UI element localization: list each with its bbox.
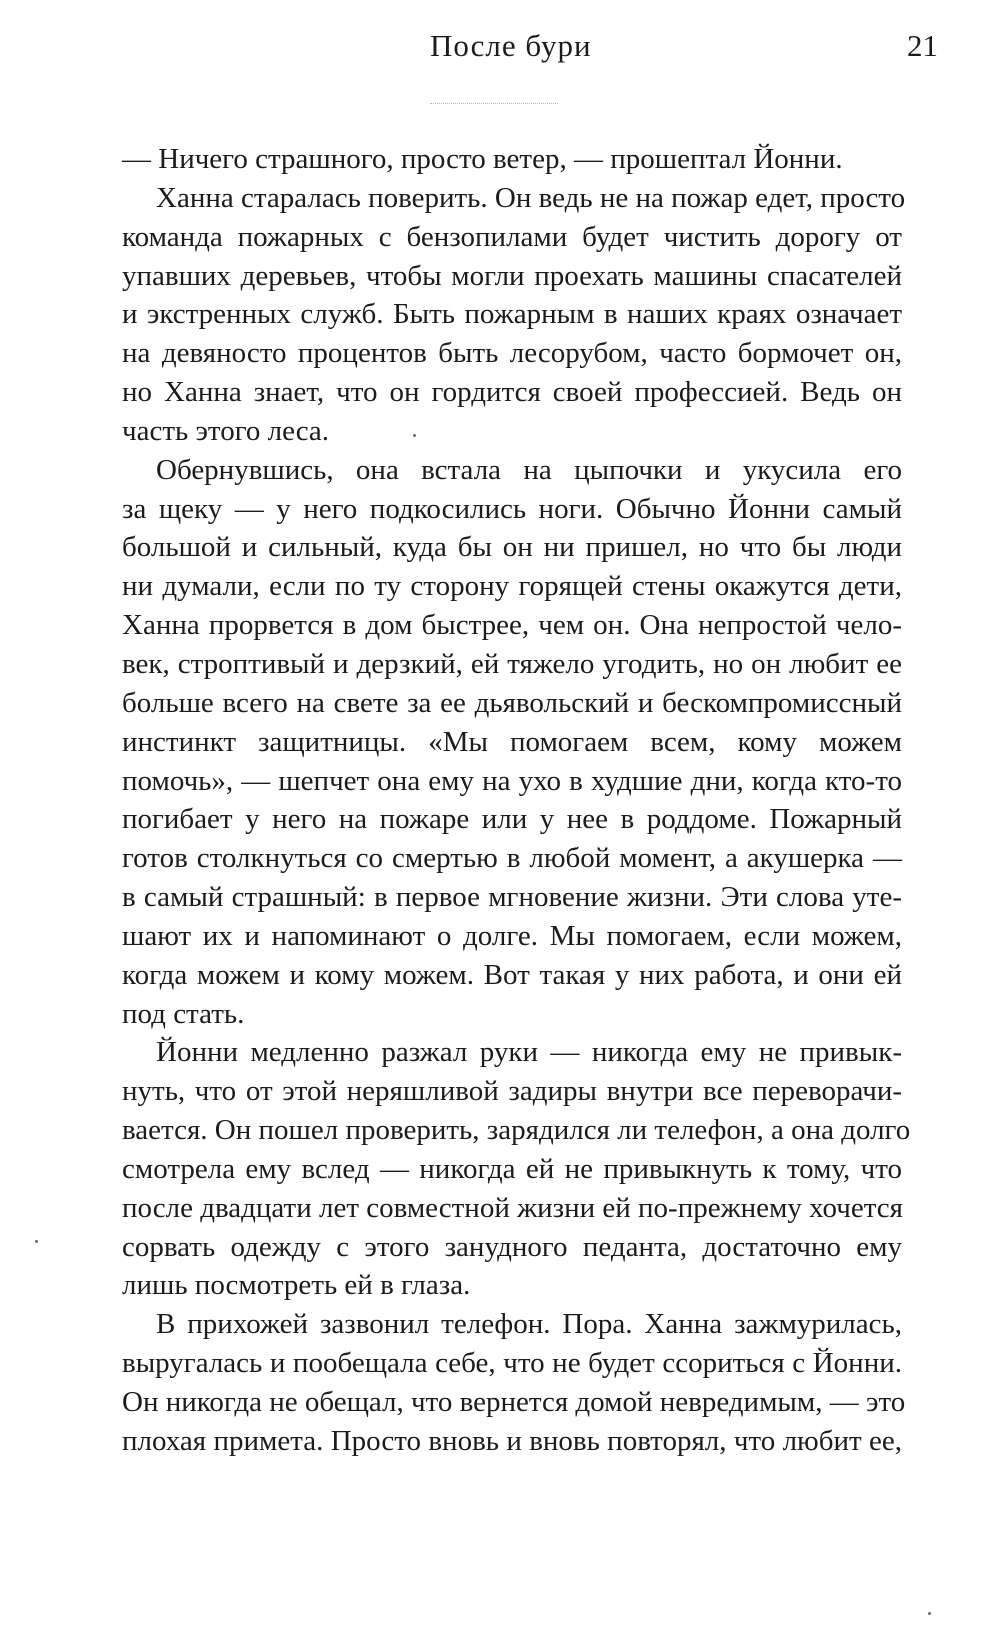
header-divider xyxy=(430,103,558,104)
text-line: лишь посмотреть ей в глаза. xyxy=(122,1269,471,1302)
text-line: инстинкт защитницы. «Мы помогаем всем, кому можем xyxy=(122,725,902,758)
body-text xyxy=(122,140,911,1461)
ink-speck xyxy=(35,1240,38,1243)
text-line: Ханна старалась поверить. Он ведь не на пожар едет, просто xyxy=(156,181,906,214)
text-line: Ханна прорвется в дом быстрее, чем он. Она непростой чело- xyxy=(122,609,902,642)
text-line: готов столкнуться со смертью в любой момент, а акушерка — xyxy=(122,842,902,875)
text-line: часть этого леса. xyxy=(122,414,330,447)
text-line: шают их и напоминают о долге. Мы помогаем, если можем, xyxy=(122,919,902,952)
text-line: команда пожарных с бензопилами будет чистить дорогу от xyxy=(122,220,902,253)
text-line: после двадцати лет совместной жизни ей по-прежнему хочется xyxy=(122,1191,903,1224)
text-line: В прихожей зазвонил телефон. Пора. Ханна зажмурилась, xyxy=(156,1308,902,1341)
text-line: но Ханна знает, что он гордится своей профессией. Ведь он xyxy=(122,376,902,409)
text-line: вается. Он пошел проверить, зарядился ли телефон, а она долго xyxy=(122,1114,911,1147)
ink-speck xyxy=(413,434,416,437)
text-line: век, строптивый и дерзкий, ей тяжело угодить, но он любит ее xyxy=(122,647,902,680)
text-line: в самый страшный: в первое мгновение жизни. Эти слова уте- xyxy=(122,881,902,914)
text-line: выругалась и пообещала себе, что не будет ссориться с Йонни. xyxy=(122,1347,902,1380)
text-line: и экстренных служб. Быть пожарным в наших краях означает xyxy=(122,298,902,331)
text-line: Обернувшись, она встала на цыпочки и укусила его xyxy=(156,453,902,486)
text-line: большой и сильный, куда бы он ни пришел, но что бы люди xyxy=(122,531,902,564)
text-line: под стать. xyxy=(122,997,245,1030)
text-line: больше всего на свете за ее дьявольский и бескомпромиссный xyxy=(122,686,902,719)
text-line: помочь», — шепчет она ему на ухо в худшие дни, когда кто-то xyxy=(122,764,902,797)
text-line: нуть, что от этой неряшливой задиры внутри все переворачи- xyxy=(122,1075,902,1108)
text-line: ни думали, если по ту сторону горящей стены окажутся дети, xyxy=(122,570,902,603)
text-line: — Ничего страшного, просто ветер, — прошептал Йонни. xyxy=(122,143,843,175)
text-line: за щеку — у него подкосились ноги. Обычно Йонни самый xyxy=(122,492,902,525)
text-line: на девяносто процентов быть лесорубом, часто бормочет он, xyxy=(122,337,902,370)
text-line: смотрела ему вслед — никогда ей не привыкнуть к тому, что xyxy=(122,1152,902,1185)
running-head xyxy=(0,28,1000,68)
text-line: Йонни медленно разжал руки — никогда ему не привык- xyxy=(156,1036,902,1069)
text-line: когда можем и кому можем. Вот такая у них работа, и они ей xyxy=(122,958,902,991)
text-line: сорвать одежду с этого занудного педанта, достаточно ему xyxy=(122,1230,902,1263)
running-title: После бури xyxy=(430,28,592,63)
text-line: Он никогда не обещал, что вернется домой невредимым, — это xyxy=(122,1386,906,1418)
text-line: плохая примета. Просто вновь и вновь повторял, что любит ее, xyxy=(122,1424,902,1457)
text-line: погибает у него на пожаре или у нее в роддоме. Пожарный xyxy=(122,803,902,836)
text-line: упавших деревьев, чтобы могли проехать машины спасателей xyxy=(122,259,902,292)
page-number: 21 xyxy=(907,28,938,63)
ink-speck xyxy=(928,1612,931,1615)
